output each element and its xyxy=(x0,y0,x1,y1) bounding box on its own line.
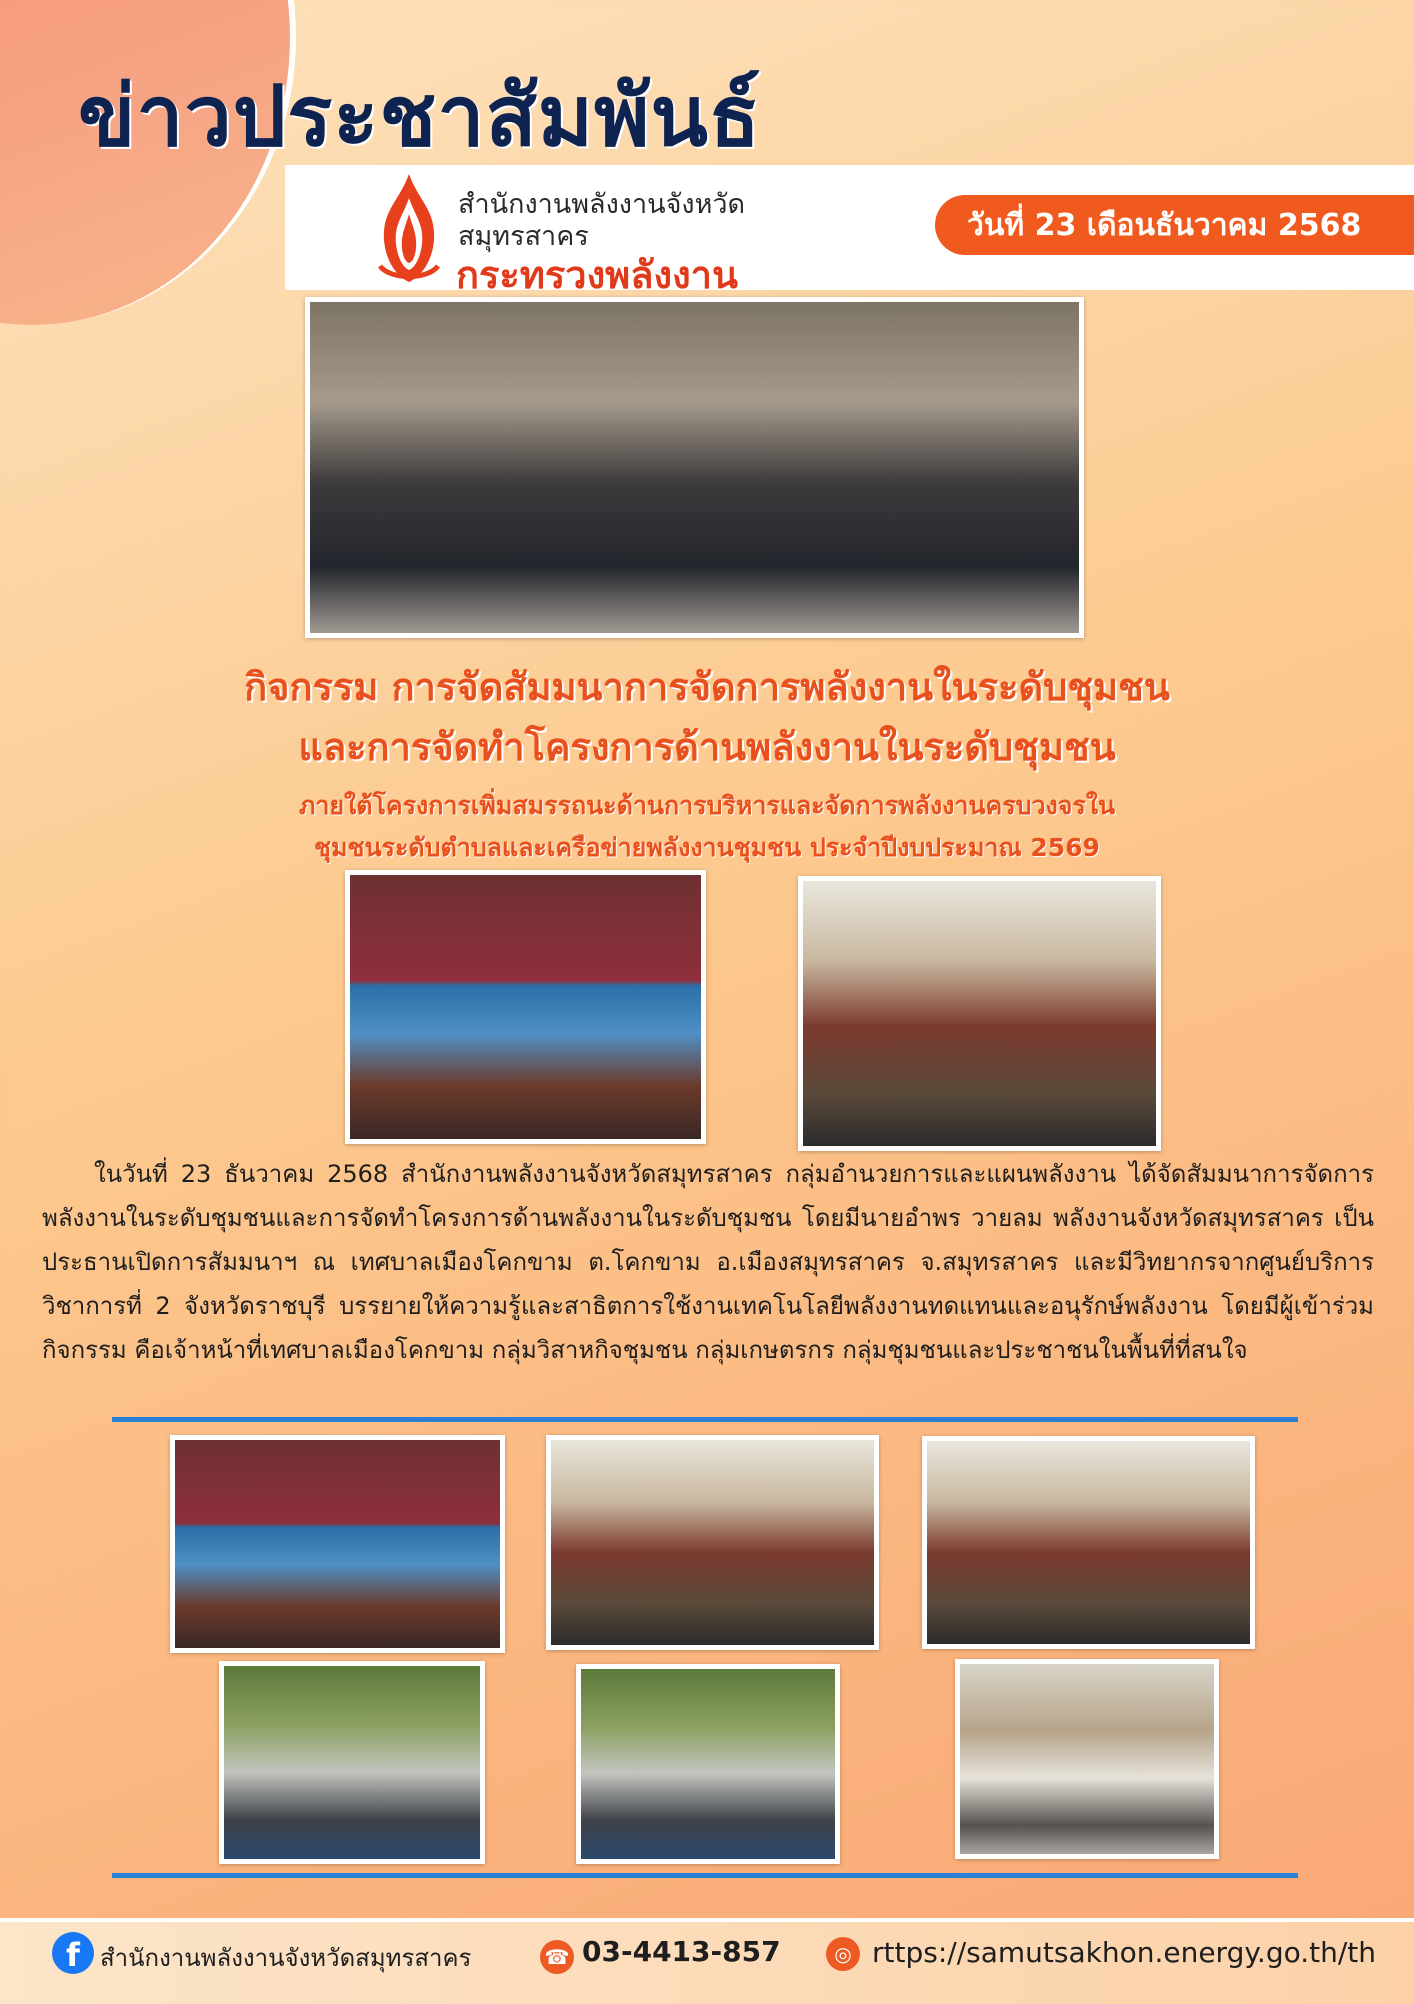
org-name-line1: สำนักงานพลังงานจังหวัด xyxy=(458,189,746,220)
phone-icon: ☎ xyxy=(540,1940,574,1974)
subheadline-line1: ภายใต้โครงการเพิ่มสมรรถนะด้านการบริหารและจัดการพลังงานครบวงจรใน xyxy=(298,791,1116,820)
headline-line2: และการจัดทำโครงการด้านพลังงานในระดับชุมชน xyxy=(298,725,1116,769)
speaker-photo xyxy=(345,870,706,1144)
gallery-photo-6 xyxy=(955,1659,1219,1859)
facebook-page-name[interactable]: สำนักงานพลังงานจังหวัดสมุทรสาคร xyxy=(100,1944,472,1972)
ministry-logo xyxy=(370,170,448,285)
gallery-photo-1 xyxy=(170,1435,505,1653)
group-photo xyxy=(305,297,1084,638)
divider-top xyxy=(112,1417,1298,1422)
article-body: ในวันที่ 23 ธันวาคม 2568 สำนักงานพลังงานจังหวัดสมุทรสาคร กลุ่มอำนวยการและแผนพลังงาน ได้จัดสัมมนาการจัดการพลังงานในระดับชุมชนและการจัดทำโครงการด้านพลังงานในระดับชุมชน โดยมีนายอำพร วายลม พลังงานจังหวัดสมุทรสาคร เป็นประธานเปิดการสัมมนาฯ ณ เทศบาลเมืองโคกขาม ต.โคกขาม อ.เมืองสมุทรสาคร จ.สมุทรสาคร และมีวิทยากรจากศูนย์บริการวิชาการที่ 2 จังหวัดราชบุรี บรรยายให้ความรู้และสาธิตการใช้งานเทคโนโลยีพลังงานทดแทนและอนุรักษ์พลังงาน โดยมีผู้เข้าร่วมกิจกรรม คือเจ้าหน้าที่เทศบาลเมืองโคกขาม กลุ่มวิสาหกิจชุมชน กลุ่มเกษตรกร กลุ่มชุมชนและประชาชนในพื้นที่ที่สนใจ xyxy=(42,1160,1374,1364)
ministry-name: กระทรวงพลังงาน xyxy=(456,253,738,297)
gallery-photo-5 xyxy=(576,1664,840,1864)
seminar-room-photo xyxy=(798,876,1161,1151)
phone-number[interactable]: 03-4413-857 xyxy=(582,1935,781,1968)
org-name-line2: สมุทรสาคร xyxy=(458,221,589,252)
headline-line1: กิจกรรม การจัดสัมมนาการจัดการพลังงานในระดับชุมชน xyxy=(244,665,1170,709)
gallery-photo-4 xyxy=(219,1661,485,1864)
facebook-icon[interactable]: f xyxy=(52,1932,94,1974)
gallery-photo-3 xyxy=(922,1436,1255,1649)
divider-bottom xyxy=(112,1873,1298,1878)
globe-icon: ◎ xyxy=(826,1937,860,1971)
subheadline-line2: ชุมชนระดับตำบลและเครือข่ายพลังงานชุมชน ประจำปีงบประมาณ 2569 xyxy=(314,833,1100,862)
date-badge: วันที่ 23 เดือนธันวาคม 2568 xyxy=(935,195,1414,255)
gallery-photo-2 xyxy=(546,1435,879,1650)
page-title: ข่าวประชาสัมพันธ์ xyxy=(78,67,762,165)
website-link[interactable]: rttps://samutsakhon.energy.go.th/th xyxy=(872,1936,1377,1969)
